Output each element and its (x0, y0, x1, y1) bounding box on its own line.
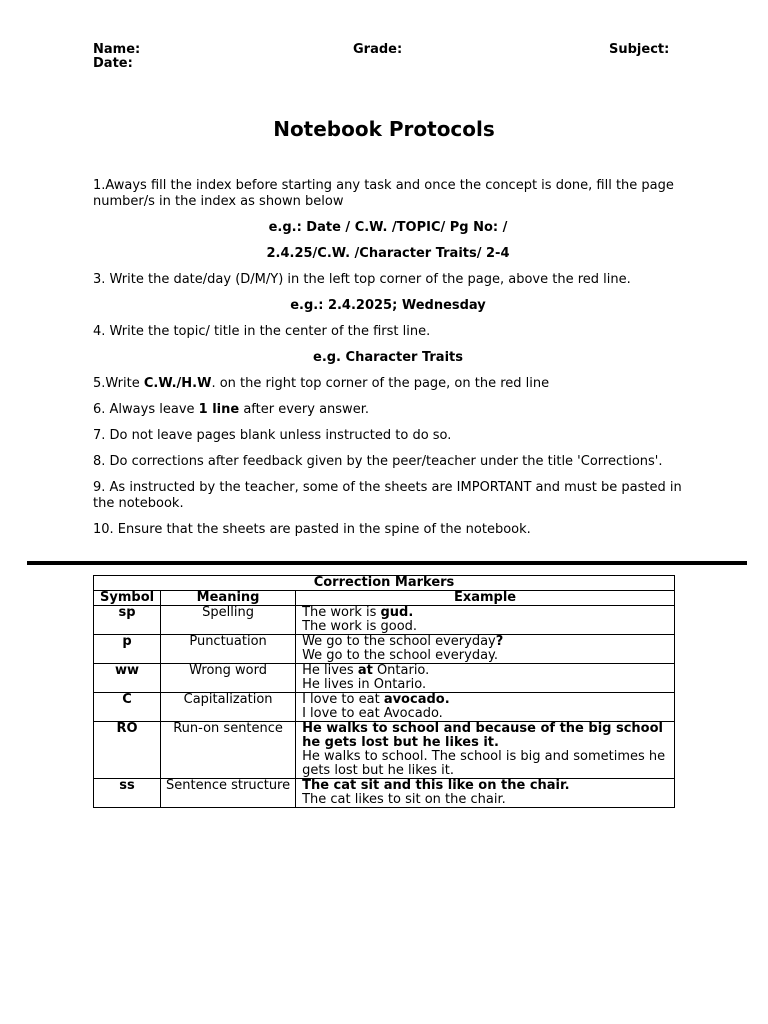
example-cell (296, 635, 675, 664)
table-row (94, 779, 675, 808)
symbol-cell: C (94, 693, 161, 722)
protocol-list (93, 178, 683, 548)
protocol-item-10: 10. Ensure that the sheets are pasted in the spine of the notebook. (93, 522, 531, 537)
protocol-item-8: 8. Do corrections after feedback given by the peer/teacher under the title 'Corrections'. (93, 454, 663, 469)
example-text: I love to eat (302, 692, 384, 707)
incorrect-example (302, 606, 668, 620)
corrected-example: He lives in Ontario. (302, 677, 427, 692)
corrected-example: I love to eat Avocado. (302, 706, 443, 721)
column-header-symbol: Symbol (94, 591, 161, 606)
table-caption: Correction Markers (94, 576, 675, 591)
table-header-row (94, 591, 675, 606)
protocol-item-4: 4. Write the topic/ title in the center of the first line. (93, 324, 431, 339)
name-label: Name: (93, 42, 141, 57)
symbol-cell: ww (94, 664, 161, 693)
meaning-cell: Sentence structure (161, 779, 296, 808)
incorrect-example (302, 635, 668, 649)
meaning-cell: Wrong word (161, 664, 296, 693)
incorrect-example (302, 693, 668, 707)
example-text-post: Ontario. (372, 663, 430, 678)
symbol-cell: RO (94, 722, 161, 779)
protocol-example-4: e.g. Character Traits (313, 350, 463, 365)
protocol-item-1: 1.Aways fill the index before starting any task and once the concept is done, fill the page number/s in the index as shown below (93, 178, 674, 209)
incorrect-example: He walks to school and because of the big school he gets lost but he likes it. (302, 721, 663, 750)
meaning-cell: Spelling (161, 606, 296, 635)
protocol-item-7: 7. Do not leave pages blank unless instructed to do so. (93, 428, 452, 443)
correction-markers-table (93, 575, 675, 808)
example-cell (296, 606, 675, 635)
column-header-meaning: Meaning (161, 591, 296, 606)
document-header (93, 43, 673, 71)
table-row (94, 635, 675, 664)
protocol-item-6 (93, 402, 683, 418)
protocol-item-6-post: after every answer. (239, 402, 369, 417)
protocol-item-5-post: . on the right top corner of the page, on the red line (211, 376, 550, 391)
protocol-item-5-bold: C.W./H.W (143, 376, 212, 391)
date-label: Date: (93, 56, 133, 71)
protocol-item-3: 3. Write the date/day (D/M/Y) in the left top corner of the page, above the red line. (93, 272, 631, 287)
subject-label: Subject: (609, 42, 670, 57)
example-error: ? (495, 634, 504, 649)
corrected-example: The cat likes to sit on the chair. (302, 792, 506, 807)
table-row (94, 606, 675, 635)
example-cell (296, 664, 675, 693)
symbol-cell: ss (94, 779, 161, 808)
protocol-item-9: 9. As instructed by the teacher, some of the sheets are IMPORTANT and must be pasted in the notebook. (93, 480, 682, 511)
column-header-example: Example (296, 591, 675, 606)
incorrect-example (302, 664, 668, 678)
table-row (94, 722, 675, 779)
page-title: Notebook Protocols (273, 117, 495, 141)
example-error: avocado. (383, 692, 450, 707)
protocol-item-5 (93, 376, 683, 392)
example-cell (296, 722, 675, 779)
example-cell (296, 693, 675, 722)
incorrect-example: The cat sit and this like on the chair. (302, 778, 570, 793)
meaning-cell: Run-on sentence (161, 722, 296, 779)
protocol-example-1: e.g.: Date / C.W. /TOPIC/ Pg No: / (268, 220, 508, 235)
example-text: He lives (302, 663, 358, 678)
corrected-example: The work is good. (302, 619, 418, 634)
table-caption-row (94, 576, 675, 591)
protocol-example-3: e.g.: 2.4.2025; Wednesday (290, 298, 486, 313)
grade-label: Grade: (353, 42, 403, 57)
table-row (94, 664, 675, 693)
example-error: gud. (380, 605, 414, 620)
example-text: The work is (302, 605, 381, 620)
protocol-item-6-bold: 1 line (198, 402, 240, 417)
protocol-item-5-pre: 5.Write (93, 376, 144, 391)
meaning-cell: Punctuation (161, 635, 296, 664)
protocol-item-6-pre: 6. Always leave (93, 402, 199, 417)
symbol-cell: p (94, 635, 161, 664)
corrected-example: He walks to school. The school is big and sometimes he gets lost but he likes it. (302, 749, 666, 778)
corrected-example: We go to the school everyday. (302, 648, 499, 663)
example-cell (296, 779, 675, 808)
section-divider (27, 561, 747, 565)
meaning-cell: Capitalization (161, 693, 296, 722)
table-row (94, 693, 675, 722)
symbol-cell: sp (94, 606, 161, 635)
example-error: at (357, 663, 373, 678)
protocol-example-2: 2.4.25/C.W. /Character Traits/ 2-4 (266, 246, 510, 261)
example-text: We go to the school everyday (302, 634, 496, 649)
